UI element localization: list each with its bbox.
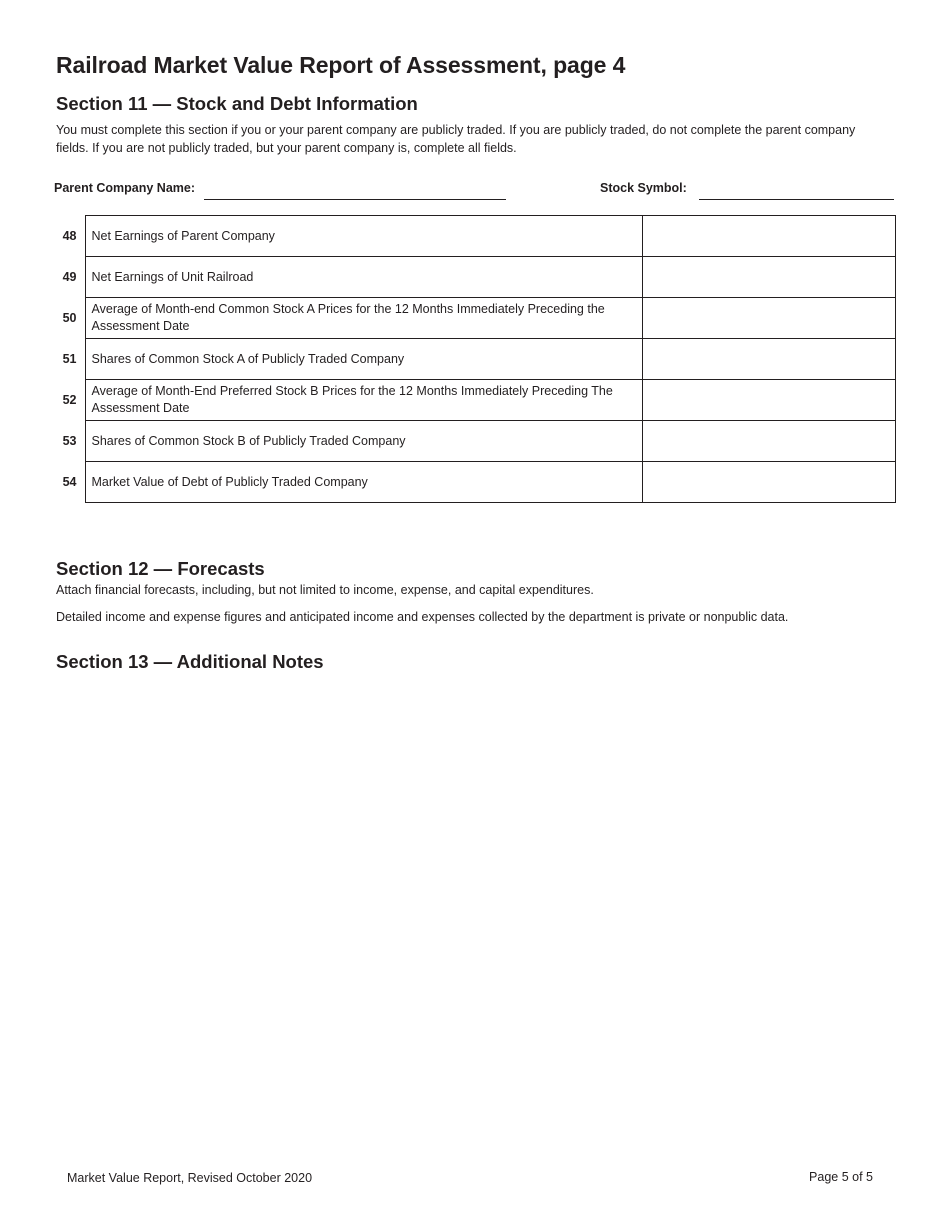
section-11-intro: You must complete this section if you or your parent company are publicly traded. If you are publicly traded, do not complete the parent company fields. If you are not publicly traded, but your parent company is, complete all fields. [56, 123, 856, 155]
row-description: Average of Month-End Preferred Stock B Prices for the 12 Months Immediately Preceding The Assessment Date [85, 380, 642, 421]
table-row [54, 380, 895, 421]
section-12-heading: Section 12 — Forecasts [56, 558, 265, 579]
row-value-field[interactable] [642, 257, 895, 298]
row-description: Shares of Common Stock A of Publicly Traded Company [85, 339, 642, 380]
row-value-field[interactable] [642, 380, 895, 421]
section-11-heading: Section 11 — Stock and Debt Information [56, 93, 418, 114]
row-description: Net Earnings of Unit Railroad [85, 257, 642, 298]
section-12-paragraph-2: Detailed income and expense figures and anticipated income and expenses collected by the department is private or nonpublic data. [56, 610, 789, 624]
row-value-field[interactable] [642, 339, 895, 380]
table-row [54, 462, 895, 503]
table-row [54, 257, 895, 298]
table-row [54, 339, 895, 380]
stock-symbol-label: Stock Symbol: [600, 181, 687, 195]
row-description: Net Earnings of Parent Company [85, 216, 642, 257]
footer-revision: Market Value Report, Revised October 2020 [67, 1171, 313, 1185]
table-row [54, 298, 895, 339]
footer-page-number: Page 5 of 5 [809, 1170, 873, 1184]
row-description: Shares of Common Stock B of Publicly Traded Company [85, 421, 642, 462]
row-number: 53 [62, 434, 77, 448]
stock-debt-table [54, 215, 896, 503]
parent-company-label: Parent Company Name: [54, 181, 196, 195]
row-description: Market Value of Debt of Publicly Traded Company [85, 462, 642, 503]
section-13-heading: Section 13 — Additional Notes [56, 651, 324, 672]
row-number: 52 [62, 393, 77, 407]
row-number: 50 [62, 311, 77, 325]
row-number: 51 [62, 352, 77, 366]
table-row [54, 216, 895, 257]
row-value-field[interactable] [642, 298, 895, 339]
row-number: 49 [62, 270, 77, 284]
row-value-field[interactable] [642, 216, 895, 257]
row-number: 54 [62, 475, 77, 489]
row-description: Average of Month-end Common Stock A Prices for the 12 Months Immediately Preceding the Assessment Date [85, 298, 642, 339]
row-number: 48 [62, 229, 77, 243]
stock-symbol-field[interactable] [699, 199, 894, 200]
section-12-paragraph-1: Attach financial forecasts, including, but not limited to income, expense, and capital expenditures. [56, 583, 594, 597]
row-value-field[interactable] [642, 421, 895, 462]
page-title: Railroad Market Value Report of Assessment, page 4 [56, 52, 626, 78]
table-row [54, 421, 895, 462]
parent-company-field[interactable] [204, 199, 506, 200]
row-value-field[interactable] [642, 462, 895, 503]
